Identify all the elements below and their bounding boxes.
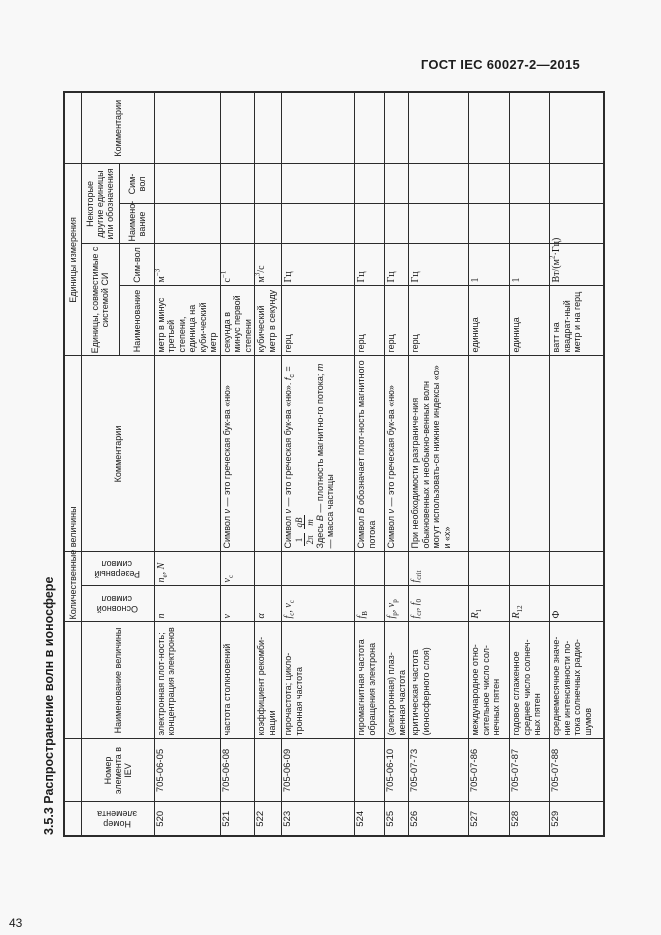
iev-cell: 705-06-05 — [154, 739, 220, 802]
comments2-cell — [409, 92, 469, 164]
table-row — [409, 92, 469, 836]
row-number-cell: 526 — [409, 802, 469, 836]
reserve-symbol-cell — [282, 552, 355, 586]
main-symbol-cell: $R_{12}$ — [510, 586, 550, 622]
row-number-cell: 523 — [282, 802, 355, 836]
main-symbol-cell: ν — [220, 586, 255, 622]
comments2-cell — [385, 92, 409, 164]
comments-cell: При необходимости разграниче-ния обыкновенных и необыкно-венных волн могут использовать-ся нижние индексы «о» и «х» — [409, 356, 469, 552]
other-unit-symbol-cell — [510, 164, 550, 204]
table-row — [220, 92, 255, 836]
quantity-name-cell: гиромагнитная частота обращения электрона — [355, 622, 385, 739]
other-unit-symbol-cell — [385, 164, 409, 204]
header-row-groups — [64, 92, 81, 836]
header-col-comments-2: Комментарии — [81, 92, 154, 164]
unit-name-cell: герц — [409, 286, 469, 356]
table-row — [255, 92, 282, 836]
header-row-subgroups — [81, 92, 119, 836]
header-col-number-label: Номер элемента — [96, 808, 137, 829]
reserve-symbol-cell: $n_e$, N — [154, 552, 220, 586]
reserve-symbol-cell — [510, 552, 550, 586]
comments-cell — [550, 356, 604, 552]
comments2-cell — [510, 92, 550, 164]
quantity-name-cell: (электронная) плаз-менная частота — [385, 622, 409, 739]
reserve-symbol-cell — [355, 552, 385, 586]
iev-cell: 705-07-73 — [409, 739, 469, 802]
row-number-cell: 521 — [220, 802, 255, 836]
table-row — [510, 92, 550, 836]
main-symbol-cell: $f_p$, $\nu_p$ — [385, 586, 409, 622]
comments2-cell — [255, 92, 282, 164]
other-unit-name-cell — [355, 204, 385, 244]
other-unit-symbol-cell — [282, 164, 355, 204]
reserve-symbol-cell — [255, 552, 282, 586]
header-col-reserve-symbol-label: Резервный символ — [93, 559, 140, 579]
table-row — [154, 92, 220, 836]
header-spacer — [64, 739, 81, 802]
comments-cell — [154, 356, 220, 552]
row-number-cell: 529 — [550, 802, 604, 836]
other-unit-name-cell — [255, 204, 282, 244]
row-number-cell: 525 — [385, 802, 409, 836]
other-unit-symbol-cell — [154, 164, 220, 204]
comments2-cell — [220, 92, 255, 164]
iev-cell: 705-06-09 — [282, 739, 355, 802]
main-symbol-cell: n — [154, 586, 220, 622]
header-col-unit-name-other: Наимено-вание — [119, 204, 154, 244]
header-col-main-symbol — [81, 586, 154, 622]
row-number-cell: 524 — [355, 802, 385, 836]
quantity-name-cell: годовое сглаженное среднее число солнеч-ных пятен — [510, 622, 550, 739]
header-spacer — [64, 92, 81, 164]
other-unit-symbol-cell — [409, 164, 469, 204]
header-col-unit-symbol-other: Сим-вол — [119, 164, 154, 204]
comments2-cell — [550, 92, 604, 164]
comments2-cell — [355, 92, 385, 164]
unit-name-cell: единица — [510, 286, 550, 356]
unit-symbol-cell: $с^{-1}$ — [220, 244, 255, 286]
section-title: 3.5.3 Распространение волн в ионосфере — [42, 576, 56, 835]
unit-symbol-cell: Гц — [409, 244, 469, 286]
unit-name-cell: секунда в минус первой степени — [220, 286, 255, 356]
table-row — [355, 92, 385, 836]
quantity-name-cell: критическая частота (ионосферного слоя) — [409, 622, 469, 739]
header-group-units: Единицы измерения — [64, 164, 81, 356]
unit-name-cell: кубический метр в секунду — [255, 286, 282, 356]
row-number-cell: 520 — [154, 802, 220, 836]
header-group-other-units: Некоторые другие единицы или обозначения — [81, 164, 119, 244]
comments-cell: Символ ν — это греческая бук-ва «ню» — [220, 356, 255, 552]
other-unit-name-cell — [510, 204, 550, 244]
reserve-symbol-cell — [550, 552, 604, 586]
other-unit-symbol-cell — [355, 164, 385, 204]
header-col-reserve-symbol — [81, 552, 154, 586]
main-symbol-cell: $f_B$ — [355, 586, 385, 622]
page-number: 43 — [9, 916, 23, 930]
reserve-symbol-cell — [469, 552, 510, 586]
unit-symbol-cell: Гц — [355, 244, 385, 286]
iev-cell: 705-06-08 — [220, 739, 255, 802]
header-col-unit-name: Наименование — [119, 286, 154, 356]
unit-symbol-cell: $м^3/с$ — [255, 244, 282, 286]
comments-cell: Символ ν — это греческая бук-ва «ню» — [385, 356, 409, 552]
header-col-number — [81, 802, 154, 836]
other-unit-name-cell — [220, 204, 255, 244]
main-symbol-cell: $R_1$ — [469, 586, 510, 622]
comments2-cell — [469, 92, 510, 164]
unit-symbol-cell: Гц — [282, 244, 355, 286]
unit-symbol-cell: 1 — [510, 244, 550, 286]
unit-name-cell: герц — [355, 286, 385, 356]
header-col-comments: Комментарии — [81, 356, 154, 552]
main-symbol-cell: α — [255, 586, 282, 622]
header-spacer — [64, 802, 81, 836]
quantity-name-cell: частота столкновений — [220, 622, 255, 739]
other-unit-name-cell — [282, 204, 355, 244]
other-unit-name-cell — [154, 204, 220, 244]
comments-cell — [510, 356, 550, 552]
iev-cell: 705-07-88 — [550, 739, 604, 802]
row-number-cell: 528 — [510, 802, 550, 836]
quantity-name-cell: международное отно-сительное число сол-нечных пятен — [469, 622, 510, 739]
iev-cell — [355, 739, 385, 802]
table-row — [550, 92, 604, 836]
unit-name-cell: метр в минус третьей степени, единица на куби-ческий метр — [154, 286, 220, 356]
header-col-name: Наименование величины — [81, 622, 154, 739]
table-row — [385, 92, 409, 836]
row-number-cell: 522 — [255, 802, 282, 836]
quantity-name-cell: электронная плот-ность; концентрация электронов — [154, 622, 220, 739]
reserve-symbol-cell — [385, 552, 409, 586]
unit-symbol-cell: $м^{-3}$ — [154, 244, 220, 286]
comments-cell: Символ B обозначает плот-ность магнитного потока — [355, 356, 385, 552]
main-symbol-cell: $f_{cr}$, $f_0$ — [409, 586, 469, 622]
other-unit-symbol-cell — [255, 164, 282, 204]
other-unit-name-cell — [469, 204, 510, 244]
reserve-symbol-cell: $\nu_c$ — [220, 552, 255, 586]
header-col-iev: Номер элемента в IEV — [81, 739, 154, 802]
unit-name-cell: герц — [385, 286, 409, 356]
iev-cell: 705-07-86 — [469, 739, 510, 802]
comments-cell — [469, 356, 510, 552]
iev-cell: 705-07-87 — [510, 739, 550, 802]
quantity-name-cell: среднемесячное значе-ние интенсивности по-тока солнечных радио-шумов — [550, 622, 604, 739]
header-spacer — [64, 622, 81, 739]
other-unit-name-cell — [385, 204, 409, 244]
header-col-main-symbol-label: Основной символ — [95, 594, 138, 614]
quantity-name-cell: коэффициент рекомби-нации — [255, 622, 282, 739]
iev-cell: 705-06-10 — [385, 739, 409, 802]
row-number-cell: 527 — [469, 802, 510, 836]
unit-name-cell: единица — [469, 286, 510, 356]
other-unit-symbol-cell — [220, 164, 255, 204]
header-col-unit-symbol: Сим-вол — [119, 244, 154, 286]
doc-code: ГОСТ IEC 60027-2—2015 — [420, 57, 580, 72]
comments2-cell — [154, 92, 220, 164]
header-group-quantities: Количественные величины — [64, 552, 81, 622]
reserve-symbol-cell: $f_{crit}$ — [409, 552, 469, 586]
comments-cell — [255, 356, 282, 552]
quantity-name-cell: гирочастота; цикло-тронная частота — [282, 622, 355, 739]
other-unit-symbol-cell — [469, 164, 510, 204]
unit-symbol-cell: $Вт/(м^2\cdot Гц)$ — [550, 244, 604, 286]
table-row — [469, 92, 510, 836]
header-group-si-units: Единицы, совместимые с системой СИ — [81, 244, 119, 356]
unit-symbol-cell: 1 — [469, 244, 510, 286]
comments-cell: Символ ν — это греческая бук-ва «ню». $f_c$ = 1 2π qB m Здесь B — плотность магнитно-го потока; m — масса частицы — [282, 356, 355, 552]
unit-name-cell: ватт на квадрат-ный метр и на герц — [550, 286, 604, 356]
iev-cell — [255, 739, 282, 802]
main-symbol-cell: $f_c$, $\nu_c$ — [282, 586, 355, 622]
unit-name-cell: герц — [282, 286, 355, 356]
main-symbol-cell: Ф — [550, 586, 604, 622]
table-row — [282, 92, 355, 836]
unit-symbol-cell: Гц — [385, 244, 409, 286]
quantities-units-table — [63, 91, 605, 837]
other-unit-symbol-cell — [550, 164, 604, 204]
other-unit-name-cell — [409, 204, 469, 244]
comments2-cell — [282, 92, 355, 164]
